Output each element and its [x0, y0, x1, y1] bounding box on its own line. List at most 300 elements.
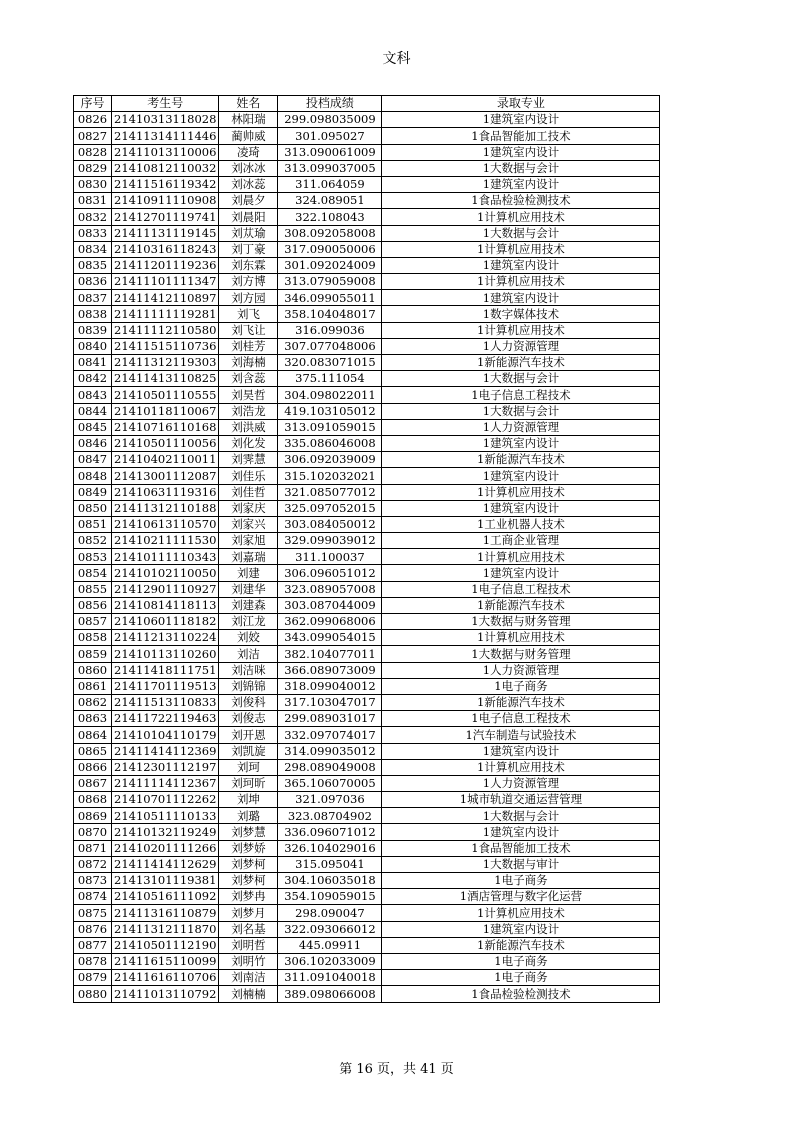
cell-seq: 0856 [74, 597, 112, 613]
cell-exam-id: 21411615110099 [112, 953, 219, 969]
cell-score: 346.099055011 [278, 290, 382, 306]
cell-exam-id: 21412701119741 [112, 209, 219, 225]
table-row [74, 128, 660, 144]
cell-exam-id: 21411515110736 [112, 338, 219, 354]
cell-name: 刘建森 [219, 597, 278, 613]
cell-score: 389.098066008 [278, 986, 382, 1002]
cell-major: 1建筑室内设计 [382, 468, 660, 484]
cell-name: 刘明竹 [219, 953, 278, 969]
cell-exam-id: 21411114112367 [112, 775, 219, 791]
cell-seq: 0838 [74, 306, 112, 322]
cell-major: 1电子信息工程技术 [382, 387, 660, 403]
cell-name: 刘苁瑜 [219, 225, 278, 241]
cell-seq: 0863 [74, 711, 112, 727]
cell-major: 1建筑室内设计 [382, 144, 660, 160]
cell-major: 1人力资源管理 [382, 338, 660, 354]
cell-seq: 0871 [74, 840, 112, 856]
cell-name: 刘浩龙 [219, 403, 278, 419]
table-row [74, 419, 660, 435]
cell-exam-id: 21410102110050 [112, 565, 219, 581]
cell-major: 1电子信息工程技术 [382, 581, 660, 597]
cell-major: 1人力资源管理 [382, 662, 660, 678]
cell-major: 1汽车制造与试验技术 [382, 727, 660, 743]
cell-score: 366.089073009 [278, 662, 382, 678]
cell-name: 刘冰蕊 [219, 176, 278, 192]
cell-name: 刘梦柯 [219, 856, 278, 872]
table-row [74, 775, 660, 791]
cell-major: 1新能源汽车技术 [382, 452, 660, 468]
header-seq: 序号 [74, 96, 112, 112]
cell-score: 311.091040018 [278, 970, 382, 986]
cell-exam-id: 21410613110570 [112, 516, 219, 532]
cell-score: 382.104077011 [278, 646, 382, 662]
cell-exam-id: 21411414112369 [112, 743, 219, 759]
cell-score: 336.096071012 [278, 824, 382, 840]
cell-exam-id: 21413101119381 [112, 873, 219, 889]
cell-score: 298.089049008 [278, 759, 382, 775]
cell-exam-id: 21411213110224 [112, 630, 219, 646]
cell-score: 321.097036 [278, 792, 382, 808]
table-row [74, 808, 660, 824]
cell-name: 凌琦 [219, 144, 278, 160]
table-row [74, 355, 660, 371]
cell-seq: 0874 [74, 889, 112, 905]
cell-exam-id: 21411131119145 [112, 225, 219, 241]
table-row [74, 630, 660, 646]
cell-major: 1新能源汽车技术 [382, 694, 660, 710]
cell-score: 326.104029016 [278, 840, 382, 856]
cell-major: 1大数据与财务管理 [382, 646, 660, 662]
table-row [74, 500, 660, 516]
table-row [74, 565, 660, 581]
cell-score: 332.097074017 [278, 727, 382, 743]
cell-exam-id: 21410211111530 [112, 533, 219, 549]
cell-exam-id: 21413001112087 [112, 468, 219, 484]
table-row [74, 549, 660, 565]
cell-seq: 0854 [74, 565, 112, 581]
cell-seq: 0852 [74, 533, 112, 549]
table-row [74, 274, 660, 290]
cell-major: 1计算机应用技术 [382, 241, 660, 257]
cell-exam-id: 21411516119342 [112, 176, 219, 192]
cell-seq: 0831 [74, 193, 112, 209]
cell-name: 刘嘉瑞 [219, 549, 278, 565]
cell-name: 刘开恩 [219, 727, 278, 743]
cell-name: 刘含蕊 [219, 371, 278, 387]
cell-major: 1大数据与会计 [382, 225, 660, 241]
cell-major: 1计算机应用技术 [382, 322, 660, 338]
cell-major: 1计算机应用技术 [382, 630, 660, 646]
table-row [74, 824, 660, 840]
cell-exam-id: 21410716110168 [112, 419, 219, 435]
cell-name: 刘名基 [219, 921, 278, 937]
cell-name: 刘梦娇 [219, 840, 278, 856]
cell-exam-id: 21410701112262 [112, 792, 219, 808]
cell-score: 298.090047 [278, 905, 382, 921]
cell-seq: 0842 [74, 371, 112, 387]
table-row [74, 306, 660, 322]
cell-exam-id: 21410501112190 [112, 937, 219, 953]
table-row [74, 694, 660, 710]
cell-exam-id: 21412901110927 [112, 581, 219, 597]
cell-name: 刘梦月 [219, 905, 278, 921]
cell-exam-id: 21410814118113 [112, 597, 219, 613]
table-row [74, 371, 660, 387]
cell-major: 1计算机应用技术 [382, 274, 660, 290]
cell-seq: 0855 [74, 581, 112, 597]
cell-seq: 0834 [74, 241, 112, 257]
cell-exam-id: 21411418111751 [112, 662, 219, 678]
cell-score: 320.083071015 [278, 355, 382, 371]
cell-name: 刘洁咪 [219, 662, 278, 678]
cell-seq: 0864 [74, 727, 112, 743]
cell-name: 刘俊科 [219, 694, 278, 710]
cell-score: 307.077048006 [278, 338, 382, 354]
cell-major: 1食品智能加工技术 [382, 840, 660, 856]
cell-name: 刘坤 [219, 792, 278, 808]
cell-exam-id: 21410631119316 [112, 484, 219, 500]
cell-major: 1城市轨道交通运营管理 [382, 792, 660, 808]
cell-score: 301.092024009 [278, 257, 382, 273]
cell-seq: 0872 [74, 856, 112, 872]
cell-score: 343.099054015 [278, 630, 382, 646]
cell-seq: 0869 [74, 808, 112, 824]
cell-exam-id: 21412301112197 [112, 759, 219, 775]
cell-major: 1大数据与会计 [382, 808, 660, 824]
cell-seq: 0857 [74, 614, 112, 630]
cell-score: 299.098035009 [278, 112, 382, 128]
cell-exam-id: 21410501110056 [112, 435, 219, 451]
cell-name: 刘梦柯 [219, 873, 278, 889]
cell-seq: 0877 [74, 937, 112, 953]
table-row [74, 533, 660, 549]
cell-name: 刘霁慧 [219, 452, 278, 468]
cell-major: 1计算机应用技术 [382, 484, 660, 500]
cell-seq: 0859 [74, 646, 112, 662]
cell-score: 303.084050012 [278, 516, 382, 532]
cell-name: 刘东霖 [219, 257, 278, 273]
cell-score: 323.089057008 [278, 581, 382, 597]
cell-name: 刘化发 [219, 435, 278, 451]
cell-seq: 0851 [74, 516, 112, 532]
cell-seq: 0826 [74, 112, 112, 128]
cell-score: 313.091059015 [278, 419, 382, 435]
cell-seq: 0878 [74, 953, 112, 969]
cell-major: 1大数据与会计 [382, 371, 660, 387]
cell-seq: 0846 [74, 435, 112, 451]
header-name: 姓名 [219, 96, 278, 112]
cell-exam-id: 21410601118182 [112, 614, 219, 630]
cell-major: 1建筑室内设计 [382, 500, 660, 516]
table-row [74, 759, 660, 775]
cell-exam-id: 21411316110879 [112, 905, 219, 921]
cell-seq: 0873 [74, 873, 112, 889]
cell-name: 刘锦锦 [219, 678, 278, 694]
cell-name: 刘晨夕 [219, 193, 278, 209]
cell-seq: 0828 [74, 144, 112, 160]
cell-major: 1食品检验检测技术 [382, 986, 660, 1002]
cell-seq: 0844 [74, 403, 112, 419]
cell-seq: 0847 [74, 452, 112, 468]
cell-major: 1电子商务 [382, 873, 660, 889]
cell-seq: 0829 [74, 160, 112, 176]
header-score: 投档成绩 [278, 96, 382, 112]
cell-seq: 0841 [74, 355, 112, 371]
cell-name: 刘丁豪 [219, 241, 278, 257]
cell-name: 刘海楠 [219, 355, 278, 371]
cell-name: 刘家旭 [219, 533, 278, 549]
cell-exam-id: 21411112110580 [112, 322, 219, 338]
cell-major: 1新能源汽车技术 [382, 355, 660, 371]
cell-seq: 0875 [74, 905, 112, 921]
cell-seq: 0876 [74, 921, 112, 937]
cell-seq: 0833 [74, 225, 112, 241]
cell-score: 306.096051012 [278, 565, 382, 581]
cell-seq: 0848 [74, 468, 112, 484]
cell-name: 刘家兴 [219, 516, 278, 532]
table-row [74, 225, 660, 241]
cell-score: 311.100037 [278, 549, 382, 565]
cell-major: 1人力资源管理 [382, 419, 660, 435]
cell-seq: 0840 [74, 338, 112, 354]
cell-exam-id: 21410402110011 [112, 452, 219, 468]
cell-score: 304.098022011 [278, 387, 382, 403]
cell-major: 1新能源汽车技术 [382, 937, 660, 953]
cell-score: 317.090050006 [278, 241, 382, 257]
cell-exam-id: 21410516111092 [112, 889, 219, 905]
cell-exam-id: 21410316118243 [112, 241, 219, 257]
cell-exam-id: 21410118110067 [112, 403, 219, 419]
cell-major: 1电子商务 [382, 970, 660, 986]
table-row [74, 193, 660, 209]
cell-score: 321.085077012 [278, 484, 382, 500]
cell-exam-id: 21410501110555 [112, 387, 219, 403]
table-row [74, 953, 660, 969]
cell-seq: 0861 [74, 678, 112, 694]
table-row [74, 856, 660, 872]
cell-seq: 0867 [74, 775, 112, 791]
table-row [74, 614, 660, 630]
header-major: 录取专业 [382, 96, 660, 112]
cell-name: 刘飞 [219, 306, 278, 322]
cell-score: 299.089031017 [278, 711, 382, 727]
cell-seq: 0880 [74, 986, 112, 1002]
cell-major: 1电子信息工程技术 [382, 711, 660, 727]
cell-name: 刘建华 [219, 581, 278, 597]
cell-score: 315.102032021 [278, 468, 382, 484]
cell-score: 375.111054 [278, 371, 382, 387]
table-row [74, 452, 660, 468]
cell-seq: 0879 [74, 970, 112, 986]
cell-exam-id: 21411312119303 [112, 355, 219, 371]
cell-score: 306.102033009 [278, 953, 382, 969]
cell-score: 316.099036 [278, 322, 382, 338]
table-row [74, 921, 660, 937]
cell-name: 刘凯旋 [219, 743, 278, 759]
cell-score: 311.064059 [278, 176, 382, 192]
cell-major: 1工商企业管理 [382, 533, 660, 549]
cell-seq: 0843 [74, 387, 112, 403]
cell-name: 蔺帅威 [219, 128, 278, 144]
table-row [74, 290, 660, 306]
table-row [74, 112, 660, 128]
cell-exam-id: 21411312110188 [112, 500, 219, 516]
cell-score: 313.090061009 [278, 144, 382, 160]
cell-score: 303.087044009 [278, 597, 382, 613]
page-footer: 第 16 页，共 41 页 [339, 1062, 454, 1077]
page-title: 文科 [382, 51, 411, 67]
cell-exam-id: 21410511110133 [112, 808, 219, 824]
cell-score: 445.09911 [278, 937, 382, 953]
cell-seq: 0835 [74, 257, 112, 273]
cell-seq: 0858 [74, 630, 112, 646]
table-row [74, 986, 660, 1002]
table-body [74, 112, 660, 1002]
table-row [74, 468, 660, 484]
table-row [74, 403, 660, 419]
cell-name: 刘明哲 [219, 937, 278, 953]
cell-score: 365.106070005 [278, 775, 382, 791]
cell-score: 322.093066012 [278, 921, 382, 937]
table-row [74, 970, 660, 986]
cell-major: 1食品智能加工技术 [382, 128, 660, 144]
cell-name: 刘晨阳 [219, 209, 278, 225]
cell-exam-id: 21411412110897 [112, 290, 219, 306]
cell-exam-id: 21410201111266 [112, 840, 219, 856]
table-row [74, 484, 660, 500]
cell-name: 刘梦慧 [219, 824, 278, 840]
cell-exam-id: 21411513110833 [112, 694, 219, 710]
cell-name: 刘楠楠 [219, 986, 278, 1002]
cell-seq: 0830 [74, 176, 112, 192]
cell-name: 刘家庆 [219, 500, 278, 516]
cell-name: 刘冰冰 [219, 160, 278, 176]
cell-exam-id: 21411722119463 [112, 711, 219, 727]
cell-score: 313.079059008 [278, 274, 382, 290]
cell-major: 1人力资源管理 [382, 775, 660, 791]
table-row [74, 905, 660, 921]
table-row [74, 516, 660, 532]
cell-exam-id: 21410911110908 [112, 193, 219, 209]
cell-name: 刘姣 [219, 630, 278, 646]
cell-name: 刘珂昕 [219, 775, 278, 791]
cell-major: 1电子商务 [382, 678, 660, 694]
table-row [74, 160, 660, 176]
cell-major: 1建筑室内设计 [382, 290, 660, 306]
cell-major: 1大数据与会计 [382, 403, 660, 419]
cell-seq: 0850 [74, 500, 112, 516]
cell-seq: 0849 [74, 484, 112, 500]
cell-seq: 0837 [74, 290, 112, 306]
cell-score: 301.095027 [278, 128, 382, 144]
cell-exam-id: 21411414112629 [112, 856, 219, 872]
cell-seq: 0870 [74, 824, 112, 840]
cell-name: 刘方博 [219, 274, 278, 290]
cell-name: 刘方园 [219, 290, 278, 306]
cell-major: 1计算机应用技术 [382, 759, 660, 775]
cell-major: 1数字媒体技术 [382, 306, 660, 322]
table-row [74, 435, 660, 451]
table-row [74, 678, 660, 694]
cell-major: 1电子商务 [382, 953, 660, 969]
cell-exam-id: 21410111110343 [112, 549, 219, 565]
cell-score: 322.108043 [278, 209, 382, 225]
table-row [74, 176, 660, 192]
table-row [74, 144, 660, 160]
table-row [74, 662, 660, 678]
table-row [74, 792, 660, 808]
cell-exam-id: 21410113110260 [112, 646, 219, 662]
cell-score: 329.099039012 [278, 533, 382, 549]
cell-exam-id: 21411013110006 [112, 144, 219, 160]
cell-major: 1建筑室内设计 [382, 435, 660, 451]
cell-major: 1酒店管理与数字化运营 [382, 889, 660, 905]
cell-major: 1建筑室内设计 [382, 112, 660, 128]
table-row [74, 873, 660, 889]
cell-seq: 0839 [74, 322, 112, 338]
table-row [74, 743, 660, 759]
cell-exam-id: 21411314111446 [112, 128, 219, 144]
cell-seq: 0866 [74, 759, 112, 775]
cell-major: 1建筑室内设计 [382, 921, 660, 937]
admission-table [73, 95, 660, 1003]
table-row [74, 711, 660, 727]
cell-score: 313.099037005 [278, 160, 382, 176]
cell-exam-id: 21410812110032 [112, 160, 219, 176]
cell-name: 刘俊志 [219, 711, 278, 727]
cell-exam-id: 21411111119281 [112, 306, 219, 322]
cell-name: 刘洪威 [219, 419, 278, 435]
cell-major: 1工业机器人技术 [382, 516, 660, 532]
cell-seq: 0868 [74, 792, 112, 808]
cell-score: 315.095041 [278, 856, 382, 872]
cell-score: 324.089051 [278, 193, 382, 209]
table-row [74, 257, 660, 273]
cell-exam-id: 21411013110792 [112, 986, 219, 1002]
cell-score: 318.099040012 [278, 678, 382, 694]
cell-exam-id: 21410313118028 [112, 112, 219, 128]
cell-exam-id: 21411101111347 [112, 274, 219, 290]
table-row [74, 338, 660, 354]
cell-name: 刘洁 [219, 646, 278, 662]
cell-seq: 0860 [74, 662, 112, 678]
table-row [74, 209, 660, 225]
table-row [74, 840, 660, 856]
cell-name: 刘璐 [219, 808, 278, 824]
table-row [74, 581, 660, 597]
cell-major: 1建筑室内设计 [382, 257, 660, 273]
table-row [74, 597, 660, 613]
cell-major: 1建筑室内设计 [382, 565, 660, 581]
cell-seq: 0845 [74, 419, 112, 435]
cell-score: 419.103105012 [278, 403, 382, 419]
cell-score: 354.109059015 [278, 889, 382, 905]
cell-exam-id: 21410132119249 [112, 824, 219, 840]
cell-name: 刘珂 [219, 759, 278, 775]
cell-major: 1新能源汽车技术 [382, 597, 660, 613]
cell-name: 刘建 [219, 565, 278, 581]
cell-score: 323.08704902 [278, 808, 382, 824]
cell-score: 306.092039009 [278, 452, 382, 468]
cell-score: 317.103047017 [278, 694, 382, 710]
cell-major: 1大数据与审计 [382, 856, 660, 872]
cell-score: 314.099035012 [278, 743, 382, 759]
cell-name: 刘江龙 [219, 614, 278, 630]
cell-major: 1计算机应用技术 [382, 549, 660, 565]
cell-major: 1大数据与会计 [382, 160, 660, 176]
cell-name: 刘昊哲 [219, 387, 278, 403]
table-row [74, 322, 660, 338]
